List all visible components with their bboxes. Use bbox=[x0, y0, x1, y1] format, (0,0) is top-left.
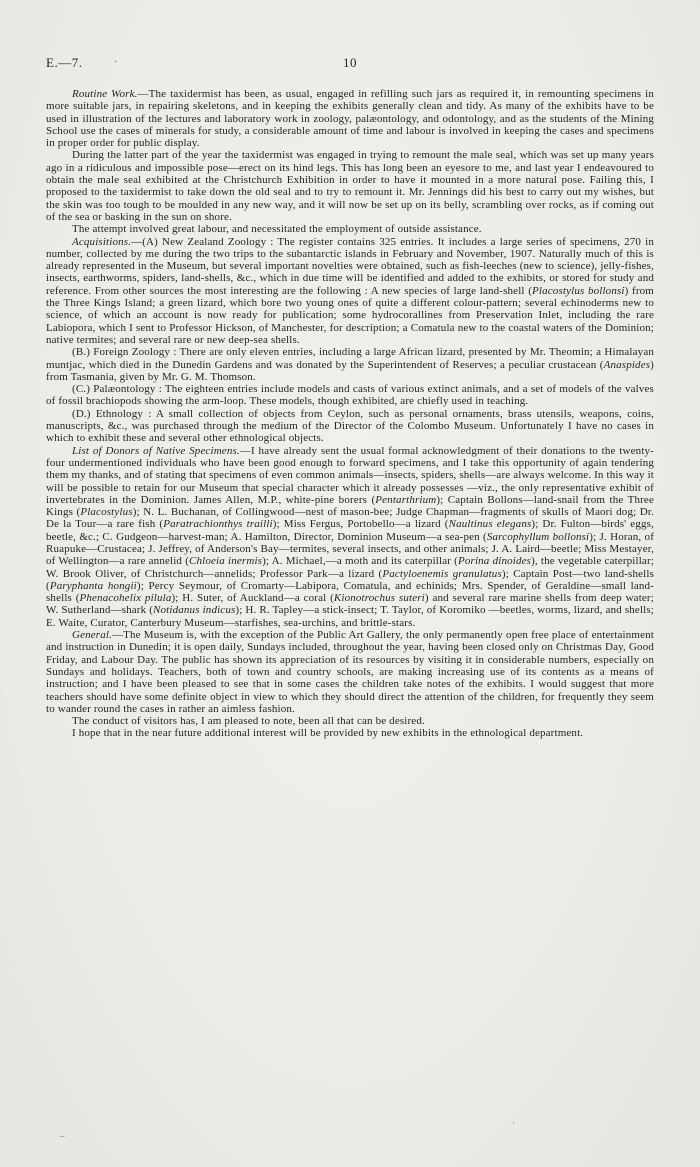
text-segment: (C.) Palæontology : The eighteen entries include models and casts of various extinct animals, and a set of models of the valves of fossil brachiopods showing the arm-loop. These models, though exhibited, are chiefly used in teaching. bbox=[46, 383, 654, 408]
italic-text-segment: Acquisitions. bbox=[72, 235, 132, 248]
page-header bbox=[46, 55, 654, 73]
document-body bbox=[46, 88, 654, 740]
paragraph bbox=[46, 88, 654, 149]
paragraph bbox=[46, 727, 654, 739]
text-segment: —I have already sent the usual formal acknowledgment of their donations to the twenty-four undermentioned individuals who have been good enough to forward specimens, and I take this opportunity of again tendering them my thanks, and of stating that specimens of even common animals—insects, spiders, shells—are always welcome. In this way it will be possible to retain for our Museum that special character which it already possesses —viz., the only representative exhibit of invertebrates in the Dominion. James Allen, M.P., white-pine borers ( bbox=[46, 444, 654, 506]
italic-text-segment: Phenacohelix pilula bbox=[79, 592, 172, 605]
paragraph bbox=[46, 629, 654, 715]
italic-text-segment: Paryphanta hongii bbox=[49, 579, 137, 592]
paragraph bbox=[46, 445, 654, 629]
text-segment: ); N. L. Buchanan, of Collingwood—nest of mason-bee; Judge Chapman—fragments of skulls of Maori dog; Dr. De la Tour—a rare fish ( bbox=[46, 506, 654, 531]
text-segment: The attempt involved great labour, and necessitated the employment of outside assistance. bbox=[72, 223, 482, 236]
text-segment: ); Captain Bollons—land-snail from the Three Kings ( bbox=[46, 493, 654, 519]
paragraph bbox=[46, 236, 654, 347]
italic-text-segment: Placostylus bollonsi bbox=[532, 284, 625, 297]
text-segment: —(A) New Zealand Zoology : The register contains 325 entries. It includes a large series of specimens, 270 in number, collected by me during the two trips to the subantarctic islands in February and November, 1907. Naturally much of this is already represented in the Museum, but several important novelties were obtained, such as fish-leeches (new to science), jelly-fishes, insects, earthworms, spiders, land-shells, &c., which in due time will be identified and added to the exhibits, or stored for study and reference. From other sources the most interesting are the following : A new species of large land-shell ( bbox=[46, 235, 654, 297]
scan-artifact-icon: · bbox=[512, 1118, 515, 1128]
paragraph bbox=[46, 408, 654, 445]
text-segment: (D.) Ethnology : A small collection of objects from Ceylon, such as personal ornaments, brass utensils, weapons, coins, manuscripts, &c., was purchased through the medium of the Director of the Colombo Museum. Unfortunately I have no cases in which to exhibit these and several other ethnological objects. bbox=[46, 407, 654, 445]
italic-text-segment: Notidanus indicus bbox=[153, 604, 236, 617]
text-segment: —The Museum is, with the exception of the Public Art Gallery, the only permanently open free place of entertainment and instruction in Dunedin; it is open daily, Sundays included, throughout the year, having been closed only on Christmas Day, Good Friday, and Labour Day. The public has shown its appreciation of its resources by visiting it in considerable numbers, especially on Sundays and holidays. Teachers, both of town and country schools, are making increasing use of its contents as a means of instruction; and I have been pleased to see that in some cases the children take notes of the exhibits. I would suggest that more teachers should have some definite object in view to which they should direct the attention of the children, for frequently they seem to wander round the cases in rather an aimless fashion. bbox=[46, 629, 654, 715]
italic-text-segment: Pactyloenemis granulatus bbox=[382, 567, 502, 580]
italic-text-segment: Pentarthrium bbox=[375, 493, 437, 506]
italic-text-segment: General. bbox=[72, 629, 112, 642]
text-segment: ); Percy Seymour, of Cromarty—Labipora, Comatula, and echinids; Mrs. Spender, of Geraldine—small land-shells ( bbox=[46, 579, 654, 605]
scan-artifact-icon: _ bbox=[60, 1128, 65, 1138]
text-segment: ); Dr. Fulton—birds' eggs, beetle, &c.; C. Gudgeon—harvest-man; A. Hamilton, Director, Dominion Museum—a sea-pen ( bbox=[46, 518, 654, 543]
italic-text-segment: Kionotrochus suteri bbox=[333, 592, 425, 605]
italic-text-segment: Sarcophyllum bollonsi bbox=[486, 530, 590, 543]
text-segment: ) and several rare marine shells from deep water; W. Sutherland—shark ( bbox=[46, 592, 654, 617]
paragraph bbox=[46, 149, 654, 223]
italic-text-segment: Chloeia inermis bbox=[189, 555, 263, 568]
italic-text-segment: Porina dinoides bbox=[458, 555, 532, 568]
paragraph bbox=[46, 346, 654, 383]
scan-speck-icon: · bbox=[114, 57, 118, 68]
italic-text-segment: Placostylus bbox=[80, 506, 133, 519]
paragraph bbox=[46, 223, 654, 235]
italic-text-segment: Routine Work. bbox=[72, 88, 138, 100]
text-segment: During the latter part of the year the taxidermist was engaged in trying to remount the male seal, which was set up many years ago in a ridiculous and impossible pose—erect on its hind legs. This has long been an eyesore to me, and last year I endeavoured to obtain the male seal exhibited at the Christchurch Exhibition in order to have it mounted in a more natural pose. Failing this, I proposed to the taxidermist to take down the old seal and to try to remount it. Mr. Jennings did his best to carry out my wishes, but the skin was too tough to be moulded in any new way, and it will now be set up on its belly, scrambling over rocks, as if coming out of the sea or basking in the sun on shore. bbox=[46, 149, 654, 223]
text-segment: ); A. Michael,—a moth and its caterpillar ( bbox=[262, 555, 458, 568]
text-segment: ); J. Horan, of Ruapuke—Crustacea; J. Jeffrey, of Anderson's Bay—termites, several insects, and other animals; J. A. Laird—beetle; Miss Mestayer, of Wellington—a rare annelid ( bbox=[46, 530, 655, 568]
report-number: E.—7. bbox=[46, 55, 83, 70]
paragraph bbox=[46, 715, 654, 727]
text-segment: ) from Tasmania, given by Mr. G. M. Thomson. bbox=[46, 358, 654, 383]
italic-text-segment: Anaspides bbox=[603, 358, 651, 371]
text-segment: The conduct of visitors has, I am pleased to note, been all that can be desired. bbox=[72, 715, 425, 728]
text-segment: ); H. Suter, of Auckland—a coral ( bbox=[171, 592, 334, 605]
text-segment: ); Captain Post—two land-shells ( bbox=[46, 567, 654, 592]
text-segment: ) from the Three Kings Island; a green lizard, which bore two young ones of quite a different colour-pattern; several echinoderms new to science, of which an account is now ready for publication; some hydrocorallines from Preservation Inlet, including the rare Labiopora, which I sent to Professor Hickson, of Manchester, for description; a Comatula new to the coastal waters of the Dominion; native termites; and several rare or new deep-sea shells. bbox=[46, 284, 654, 346]
page-number: 10 bbox=[343, 55, 357, 70]
text-segment: ); H. R. Tapley—a stick-insect; T. Taylor, of Koromiko —beetles, worms, lizard, and shells; E. Waite, Curator, Canterbury Museum—starfishes, sea-urchins, and brittle-stars. bbox=[46, 604, 654, 629]
text-segment: —The taxidermist has been, as usual, engaged in refilling such jars as required it, in remounting specimens in more suitable jars, in repairing skeletons, and in keeping the exhibits generally clean and tidy. As many of the exhibits have to be used in illustration of the lectures and laboratory work in zoology, palæontology, and odontology, and as the students of the Mining School use the cases of minerals for study, a considerable amount of time and labour is involved in keeping the cases and specimens in proper order for public display. bbox=[46, 88, 655, 150]
text-segment: ), the vegetable caterpillar; W. Brook Oliver, of Christchurch—annelids; Professor Park—a lizard ( bbox=[46, 555, 654, 580]
text-segment: ); Miss Fergus, Portobello—a lizard ( bbox=[272, 518, 449, 531]
text-segment: I hope that in the near future additional interest will be provided by new exhibits in the ethnological department. bbox=[72, 727, 584, 740]
italic-text-segment: Paratrachionthys trailli bbox=[163, 518, 273, 531]
text-segment: (B.) Foreign Zoology : There are only eleven entries, including a large African lizard, presented by Mr. Theomin; a Himalayan muntjac, which died in the Dunedin Gardens and was donated by the Superintendent of Reserves; a peculiar crustacean ( bbox=[46, 346, 654, 371]
italic-text-segment: List of Donors of Native Specimens. bbox=[72, 444, 240, 457]
italic-text-segment: Naultinus elegans bbox=[448, 518, 532, 531]
paragraph bbox=[46, 383, 654, 408]
